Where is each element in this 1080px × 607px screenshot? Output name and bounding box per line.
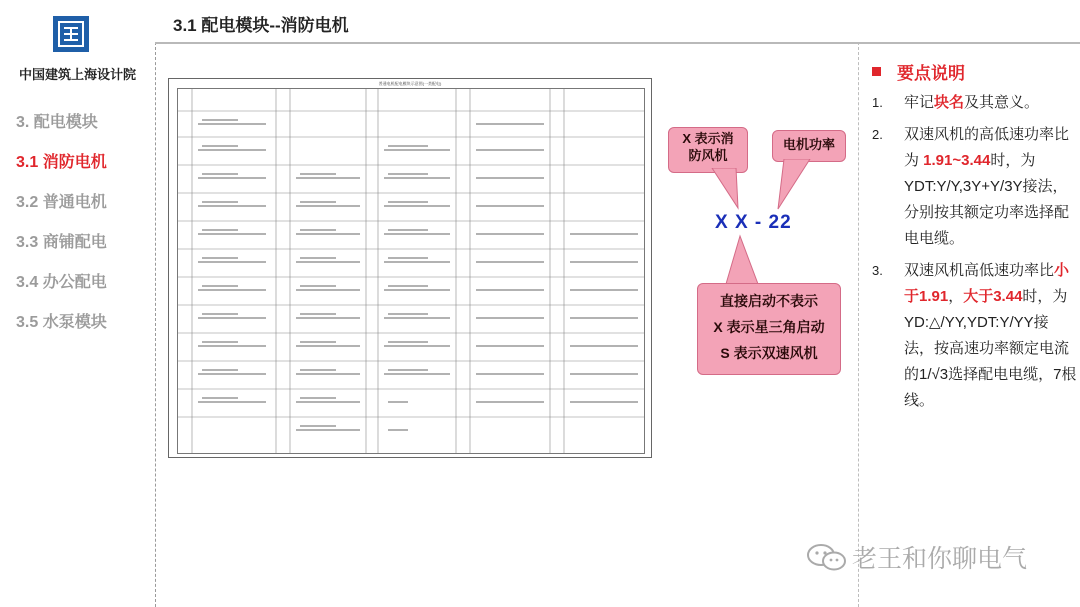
company-logo: [53, 16, 89, 52]
key-point-number: 3.: [872, 263, 883, 278]
key-point-segment: 双速风机高低速功率比: [904, 262, 1055, 279]
key-point-item: [872, 258, 1077, 414]
key-points-heading: [872, 58, 1077, 84]
key-point-segment: ，: [948, 288, 964, 305]
page-title: 3.1 配电模块--消防电机: [173, 16, 349, 35]
diagram-table-lines: [178, 89, 644, 453]
callout-start-mode: 直接启动不表示 X 表示星三角启动 S 表示双速风机: [697, 283, 841, 375]
key-point-highlight: 块名: [934, 94, 965, 111]
nav-item-power-module[interactable]: 3. 配电模块: [16, 114, 98, 131]
key-point-segment: 时，为YDT:Y/Y,3Y+Y/3Y接法，分别按其额定功率选择配电电缆。: [904, 152, 1070, 247]
divider-left: [155, 42, 156, 607]
header: [155, 0, 1080, 44]
key-points-list: [872, 90, 1077, 414]
callout-pointer-motor-power: [770, 159, 820, 211]
callout-motor-power: 电机功率: [772, 130, 846, 162]
nav-item-shop-power[interactable]: 3.3 商铺配电: [16, 234, 107, 251]
key-points-panel: [872, 58, 1077, 414]
key-point-item: [872, 90, 1077, 116]
sidebar-nav: [16, 112, 151, 352]
document-title: 普通电机配电模块示意图(一类配电): [378, 81, 442, 86]
key-point-number: 2.: [872, 127, 883, 142]
key-point-segment: 时，为YD:△/YY,YDT:Y/YY接法，按高速功率额定电流的1/√3选择配电电缆，7根线。: [904, 288, 1077, 409]
org-name: 中国建筑上海设计院: [18, 67, 136, 82]
callout-fire-fan: X 表示消 防风机: [668, 127, 748, 173]
key-point-segment: 及其意义。: [964, 94, 1040, 111]
block-name-code: X X - 22: [715, 212, 792, 233]
watermark-text: 老王和你聊电气: [852, 545, 1028, 573]
divider-right: [858, 42, 859, 607]
nav-item-fire-motor[interactable]: 3.1 消防电机: [16, 154, 107, 171]
nav-item-office-power[interactable]: 3.4 办公配电: [16, 274, 107, 291]
nav-item-pump-module[interactable]: 3.5 水泵模块: [16, 314, 107, 331]
callout-pointer-start-mode: [718, 234, 768, 286]
key-point-segment: 牢记: [904, 94, 935, 111]
key-points-title: 要点说明: [897, 63, 965, 83]
nav-item-general-motor[interactable]: 3.2 普通电机: [16, 194, 107, 211]
wiring-diagram-document: [168, 78, 652, 458]
key-point-highlight: 大于3.44: [963, 288, 1023, 305]
key-point-number: 1.: [872, 95, 883, 110]
wechat-icon: [806, 542, 848, 572]
diagram-table: [177, 88, 645, 454]
key-point-text: [904, 258, 1077, 414]
key-point-highlight: 小于1.91: [904, 262, 1070, 305]
logo-mark-icon: [56, 19, 86, 49]
callout-pointer-fire-fan: [700, 168, 750, 210]
key-point-text: [904, 122, 1077, 252]
sidebar: [0, 0, 155, 607]
key-point-segment: 双速风机的高低速功率比为: [904, 126, 1070, 169]
red-square-icon: [872, 67, 881, 76]
key-point-highlight: 1.91~3.44: [923, 152, 991, 169]
key-point-text: [904, 90, 1039, 116]
key-point-item: [872, 122, 1077, 252]
watermark: [806, 539, 1027, 575]
